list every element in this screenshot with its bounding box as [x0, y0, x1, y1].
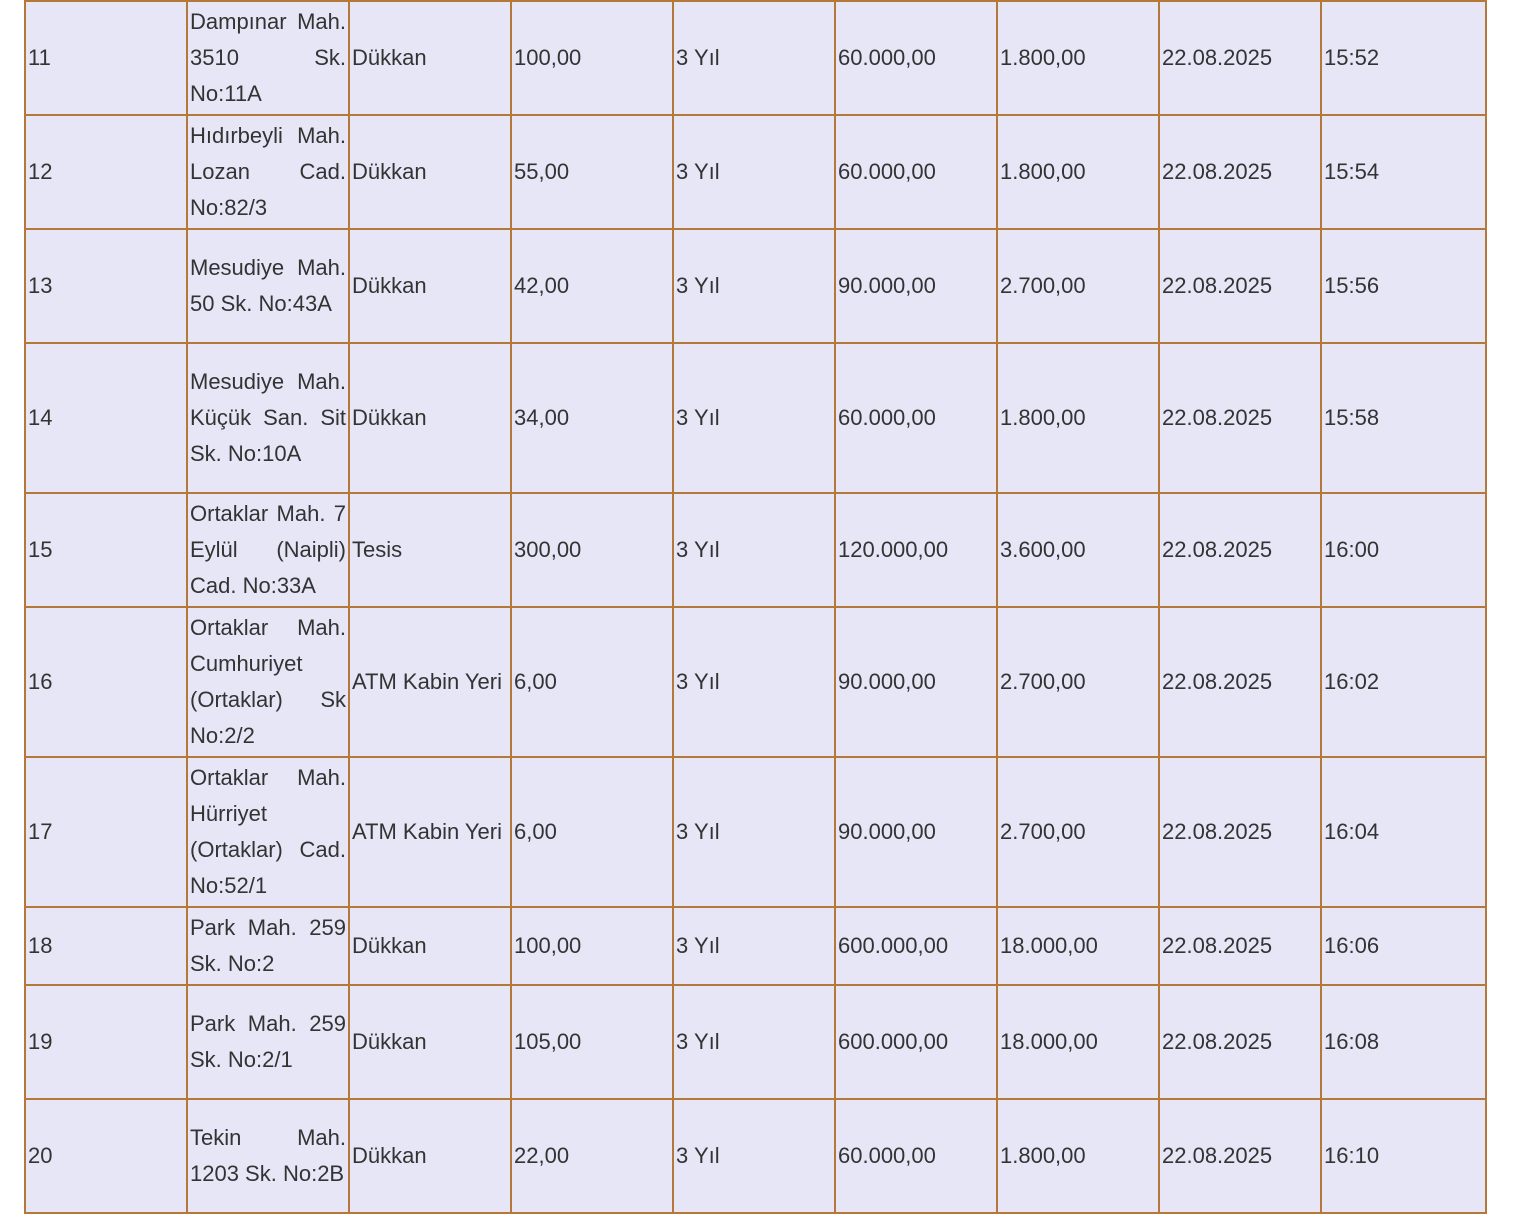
area-cell: 34,00: [511, 343, 673, 493]
table-body: [25, 1, 1486, 1213]
table-row: [25, 757, 1486, 907]
date-cell: 22.08.2025: [1159, 1099, 1321, 1213]
property-type-cell: Tesis: [349, 493, 511, 607]
row-number-cell: 14: [25, 343, 187, 493]
price-cell: 600.000,00: [835, 985, 997, 1099]
area-cell: 105,00: [511, 985, 673, 1099]
date-cell: 22.08.2025: [1159, 1, 1321, 115]
address-cell: Hıdırbeyli Mah. Lozan Cad. No:82/3: [187, 115, 349, 229]
table-row: [25, 115, 1486, 229]
property-type-cell: Dükkan: [349, 343, 511, 493]
time-cell: 15:54: [1321, 115, 1486, 229]
table-row: [25, 985, 1486, 1099]
row-number-cell: 12: [25, 115, 187, 229]
deposit-cell: 2.700,00: [997, 757, 1159, 907]
deposit-cell: 1.800,00: [997, 343, 1159, 493]
row-number-cell: 19: [25, 985, 187, 1099]
row-number-cell: 16: [25, 607, 187, 757]
price-cell: 600.000,00: [835, 907, 997, 985]
area-cell: 6,00: [511, 607, 673, 757]
price-cell: 60.000,00: [835, 343, 997, 493]
time-cell: 16:00: [1321, 493, 1486, 607]
time-cell: 16:04: [1321, 757, 1486, 907]
date-cell: 22.08.2025: [1159, 985, 1321, 1099]
table-row: [25, 493, 1486, 607]
date-cell: 22.08.2025: [1159, 229, 1321, 343]
property-type-cell: Dükkan: [349, 1, 511, 115]
deposit-cell: 2.700,00: [997, 607, 1159, 757]
property-type-cell: Dükkan: [349, 115, 511, 229]
area-cell: 6,00: [511, 757, 673, 907]
property-type-cell: ATM Kabin Yeri: [349, 757, 511, 907]
time-cell: 15:58: [1321, 343, 1486, 493]
deposit-cell: 18.000,00: [997, 907, 1159, 985]
table-row: [25, 1, 1486, 115]
deposit-cell: 1.800,00: [997, 115, 1159, 229]
date-cell: 22.08.2025: [1159, 907, 1321, 985]
address-cell: Park Mah. 259 Sk. No:2/1: [187, 985, 349, 1099]
price-cell: 90.000,00: [835, 757, 997, 907]
row-number-cell: 20: [25, 1099, 187, 1213]
table-row: [25, 607, 1486, 757]
time-cell: 15:52: [1321, 1, 1486, 115]
time-cell: 16:08: [1321, 985, 1486, 1099]
table-row: [25, 1099, 1486, 1213]
duration-cell: 3 Yıl: [673, 493, 835, 607]
deposit-cell: 1.800,00: [997, 1099, 1159, 1213]
duration-cell: 3 Yıl: [673, 1, 835, 115]
address-cell: Mesudiye Mah. Küçük San. Sit Sk. No:10A: [187, 343, 349, 493]
row-number-cell: 18: [25, 907, 187, 985]
deposit-cell: 18.000,00: [997, 985, 1159, 1099]
row-number-cell: 13: [25, 229, 187, 343]
deposit-cell: 2.700,00: [997, 229, 1159, 343]
area-cell: 42,00: [511, 229, 673, 343]
time-cell: 15:56: [1321, 229, 1486, 343]
row-number-cell: 17: [25, 757, 187, 907]
time-cell: 16:02: [1321, 607, 1486, 757]
duration-cell: 3 Yıl: [673, 985, 835, 1099]
address-cell: Ortaklar Mah. 7 Eylül (Naipli) Cad. No:33A: [187, 493, 349, 607]
address-cell: Ortaklar Mah. Cumhuriyet (Ortaklar) Sk No:2/2: [187, 607, 349, 757]
area-cell: 22,00: [511, 1099, 673, 1213]
duration-cell: 3 Yıl: [673, 343, 835, 493]
duration-cell: 3 Yıl: [673, 115, 835, 229]
property-type-cell: Dükkan: [349, 985, 511, 1099]
price-cell: 60.000,00: [835, 1, 997, 115]
date-cell: 22.08.2025: [1159, 115, 1321, 229]
tender-table: [24, 0, 1487, 1214]
table-row: [25, 229, 1486, 343]
property-type-cell: Dükkan: [349, 229, 511, 343]
price-cell: 90.000,00: [835, 229, 997, 343]
address-cell: Dampınar Mah. 3510 Sk. No:11A: [187, 1, 349, 115]
date-cell: 22.08.2025: [1159, 607, 1321, 757]
date-cell: 22.08.2025: [1159, 757, 1321, 907]
table-row: [25, 343, 1486, 493]
property-type-cell: ATM Kabin Yeri: [349, 607, 511, 757]
duration-cell: 3 Yıl: [673, 607, 835, 757]
price-cell: 60.000,00: [835, 115, 997, 229]
address-cell: Tekin Mah. 1203 Sk. No:2B: [187, 1099, 349, 1213]
duration-cell: 3 Yıl: [673, 1099, 835, 1213]
price-cell: 90.000,00: [835, 607, 997, 757]
price-cell: 120.000,00: [835, 493, 997, 607]
area-cell: 100,00: [511, 1, 673, 115]
area-cell: 300,00: [511, 493, 673, 607]
duration-cell: 3 Yıl: [673, 757, 835, 907]
duration-cell: 3 Yıl: [673, 907, 835, 985]
deposit-cell: 3.600,00: [997, 493, 1159, 607]
area-cell: 55,00: [511, 115, 673, 229]
row-number-cell: 11: [25, 1, 187, 115]
time-cell: 16:10: [1321, 1099, 1486, 1213]
area-cell: 100,00: [511, 907, 673, 985]
property-type-cell: Dükkan: [349, 1099, 511, 1213]
date-cell: 22.08.2025: [1159, 493, 1321, 607]
property-type-cell: Dükkan: [349, 907, 511, 985]
deposit-cell: 1.800,00: [997, 1, 1159, 115]
address-cell: Mesudiye Mah. 50 Sk. No:43A: [187, 229, 349, 343]
date-cell: 22.08.2025: [1159, 343, 1321, 493]
address-cell: Park Mah. 259 Sk. No:2: [187, 907, 349, 985]
duration-cell: 3 Yıl: [673, 229, 835, 343]
time-cell: 16:06: [1321, 907, 1486, 985]
price-cell: 60.000,00: [835, 1099, 997, 1213]
table-row: [25, 907, 1486, 985]
address-cell: Ortaklar Mah. Hürriyet (Ortaklar) Cad. No:52/1: [187, 757, 349, 907]
row-number-cell: 15: [25, 493, 187, 607]
